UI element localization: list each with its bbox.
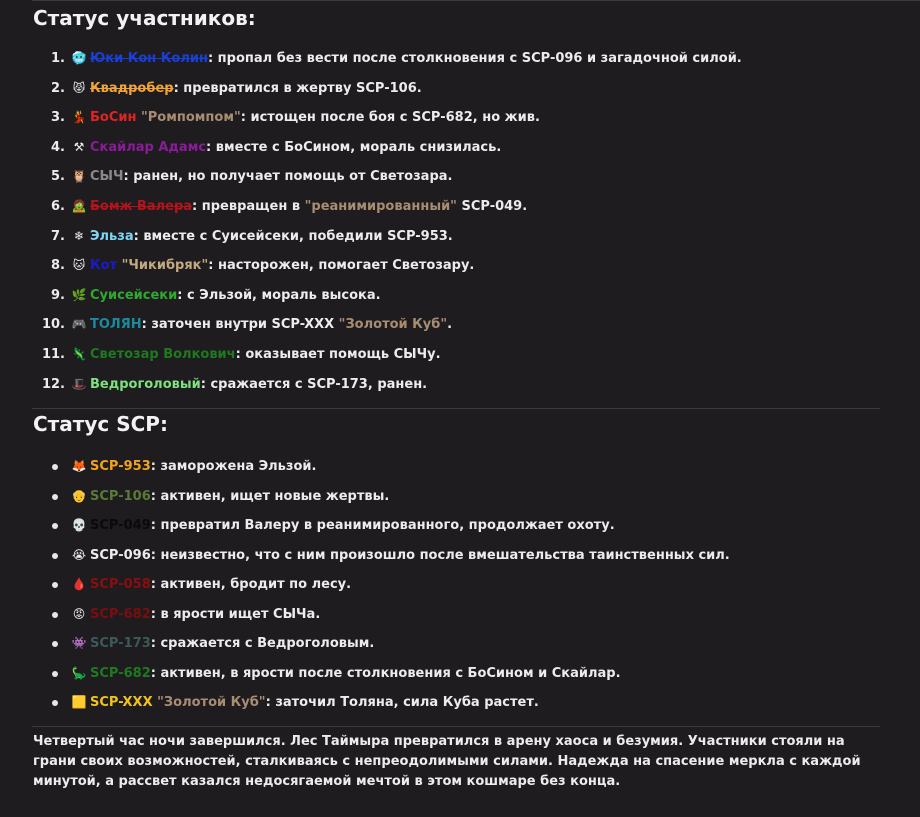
status-text: : неизвестно, что с ним произошло после вмешательства таинственных сил. [150, 547, 730, 563]
scp-emoji-icon: 🦕 [71, 665, 87, 680]
status-text: : насторожен, помогает Светозару. [208, 258, 475, 274]
participant-name: БоСин [90, 110, 137, 126]
status-text: : превратил Валеру в реанимированного, продолжает охоту. [150, 518, 615, 533]
section-divider [32, 408, 880, 409]
participant-item [0, 370, 742, 400]
scp-emoji-icon: 🦊 [71, 459, 87, 473]
participant-emoji-icon: 🌿 [71, 287, 87, 302]
status-text: : вместе с БоСином, мораль снизилась. [206, 139, 502, 155]
item-number: 12. [41, 376, 65, 392]
summary-paragraph: Четвертый час ночи завершился. Лес Таймыра превратился в арену хаоса и безумия. Участники стояли на грани своих возможностей, сталкиваясь с непреодолимыми силами. Надежда на спасение меркла с каждой минутой, а рассвет казался недосягаемой мечтой в этом кошмаре без конца. [33, 734, 861, 789]
bullet-icon [52, 523, 58, 529]
participant-name: Кот [90, 258, 118, 274]
participant-name: Квадробер [90, 80, 174, 96]
item-number: 2. [51, 80, 65, 96]
status-text: : заморожена Эльзой. [150, 459, 317, 474]
participant-name: Эльза [90, 228, 134, 244]
participant-name: СЫЧ [90, 169, 124, 185]
scp-item [0, 688, 730, 718]
status-text: : заточил Толяна, сила Куба растет. [265, 695, 539, 710]
participant-item [0, 281, 742, 311]
item-number: 1. [51, 51, 65, 66]
item-number: 4. [51, 139, 65, 155]
status-text: : с Эльзой, мораль высока. [177, 287, 381, 303]
participant-item [0, 310, 742, 340]
scp-item [0, 541, 730, 571]
nickname-quote: "Золотой Куб" [152, 695, 266, 710]
participant-name: Бомж Валера [90, 198, 193, 214]
participant-emoji-icon: 🎮 [71, 317, 87, 332]
status-text: : вместе с Суисейсеки, победили SCP-953. [133, 228, 453, 244]
scp-item [0, 629, 730, 659]
scp-item [0, 600, 730, 630]
participant-item [0, 74, 742, 104]
section-divider [32, 726, 880, 727]
item-number: 5. [51, 169, 65, 185]
scp-name: SCP-682 [90, 606, 151, 622]
bullet-icon [52, 553, 58, 559]
item-number: 7. [51, 228, 65, 244]
participant-emoji-icon: 💃 [71, 110, 87, 125]
status-text: : превратился в жертву SCP-106. [173, 80, 422, 96]
scp-item [0, 452, 730, 482]
participant-item [0, 162, 742, 192]
scp-heading: Статус SCP: [33, 412, 168, 436]
scp-emoji-icon: 👾 [71, 636, 87, 650]
bullet-icon [52, 582, 58, 588]
item-number: 11. [41, 346, 65, 362]
participant-name: Суисейсеки [90, 287, 178, 303]
scp-name: SCP-953 [90, 459, 151, 474]
participant-item [0, 133, 742, 163]
nickname-quote: "Ромпомпом" [136, 110, 241, 126]
status-text: : заточен внутри SCP-XXX [141, 317, 339, 333]
participant-emoji-icon: 🎩 [71, 376, 87, 391]
scp-emoji-icon: 👴 [71, 488, 87, 503]
status-text: : сражается с Ведроголовым. [150, 636, 375, 651]
participant-name: Ведроголовый [90, 376, 201, 392]
item-number: 6. [51, 198, 65, 214]
status-text: : активен, в ярости после столкновения с БоСином и Скайлар. [150, 665, 621, 681]
top-divider [32, 0, 920, 1]
status-text: : активен, ищет новые жертвы. [150, 488, 390, 504]
bullet-icon [52, 671, 58, 677]
scp-item [0, 570, 730, 600]
scp-name: SCP-XXX [90, 695, 153, 710]
participant-emoji-icon: 🦉 [71, 169, 87, 184]
bullet-icon [52, 612, 58, 618]
status-text: : истощен после боя с SCP-682, но жив. [240, 110, 540, 126]
participant-item [0, 192, 742, 222]
participants-list [0, 44, 742, 399]
status-text: : активен, бродит по лесу. [150, 577, 352, 592]
scp-name: SCP-173 [90, 636, 151, 651]
participant-emoji-icon: 🧟 [71, 198, 87, 213]
participant-item [0, 103, 742, 133]
status-text: : сражается с SCP-173, ранен. [200, 376, 428, 392]
status-text: . [447, 317, 453, 333]
participant-item [0, 251, 742, 281]
item-number: 10. [41, 317, 65, 333]
status-text: : пропал без вести после столкновения с SCP-096 и загадочной силой. [207, 51, 742, 66]
nickname-quote: "Чикибряк" [117, 258, 209, 274]
bullet-icon [52, 464, 58, 470]
participant-item [0, 340, 742, 370]
scp-item [0, 659, 730, 689]
scp-name: SCP-682 [90, 665, 151, 681]
bullet-icon [52, 641, 58, 647]
participant-emoji-icon: 🐱 [72, 258, 86, 273]
scp-name: SCP-096 [90, 547, 151, 563]
item-number: 8. [51, 258, 65, 274]
scp-emoji-icon: 🟨 [71, 695, 87, 709]
scp-name: SCP-106 [90, 488, 151, 504]
status-text: : оказывает помощь СЫЧу. [235, 346, 441, 362]
scp-item [0, 482, 730, 512]
scp-item [0, 511, 730, 541]
participant-item [0, 44, 742, 74]
scp-emoji-icon: 😡 [72, 606, 86, 621]
status-text: : в ярости ищет СЫЧа. [150, 606, 321, 622]
bullet-icon [52, 494, 58, 500]
status-text: : ранен, но получает помощь от Светозара. [123, 169, 453, 185]
participant-name: ТОЛЯН [90, 317, 142, 333]
item-number: 3. [51, 110, 65, 126]
participant-emoji-icon: 😾 [72, 80, 86, 95]
status-text: : превращен в [192, 198, 305, 214]
bullet-icon [52, 700, 58, 706]
participant-emoji-icon: ⚒ [73, 139, 85, 154]
participant-name: Скайлар Адамс [90, 139, 207, 155]
scp-emoji-icon: 🩸 [71, 577, 87, 591]
scp-emoji-icon: 💀 [71, 518, 87, 532]
status-text: SCP-049. [456, 198, 528, 214]
scp-name: SCP-058 [90, 577, 151, 592]
participant-emoji-icon: 🦎 [71, 346, 87, 361]
participant-item [0, 222, 742, 252]
nickname-quote: "Золотой Куб" [338, 317, 448, 333]
scp-emoji-icon: 😭 [71, 547, 87, 562]
participant-name: Юки Кон Колин [90, 51, 208, 66]
participants-heading: Статус участников: [33, 6, 256, 30]
participant-name: Светозар Волкович [90, 346, 236, 362]
scp-name: SCP-049 [90, 518, 151, 533]
participant-emoji-icon: ❄ [73, 228, 85, 243]
scp-list [0, 452, 730, 718]
item-number: 9. [51, 287, 65, 303]
nickname-quote: "реанимированный" [304, 198, 457, 214]
participant-emoji-icon: 🥶 [71, 51, 87, 65]
